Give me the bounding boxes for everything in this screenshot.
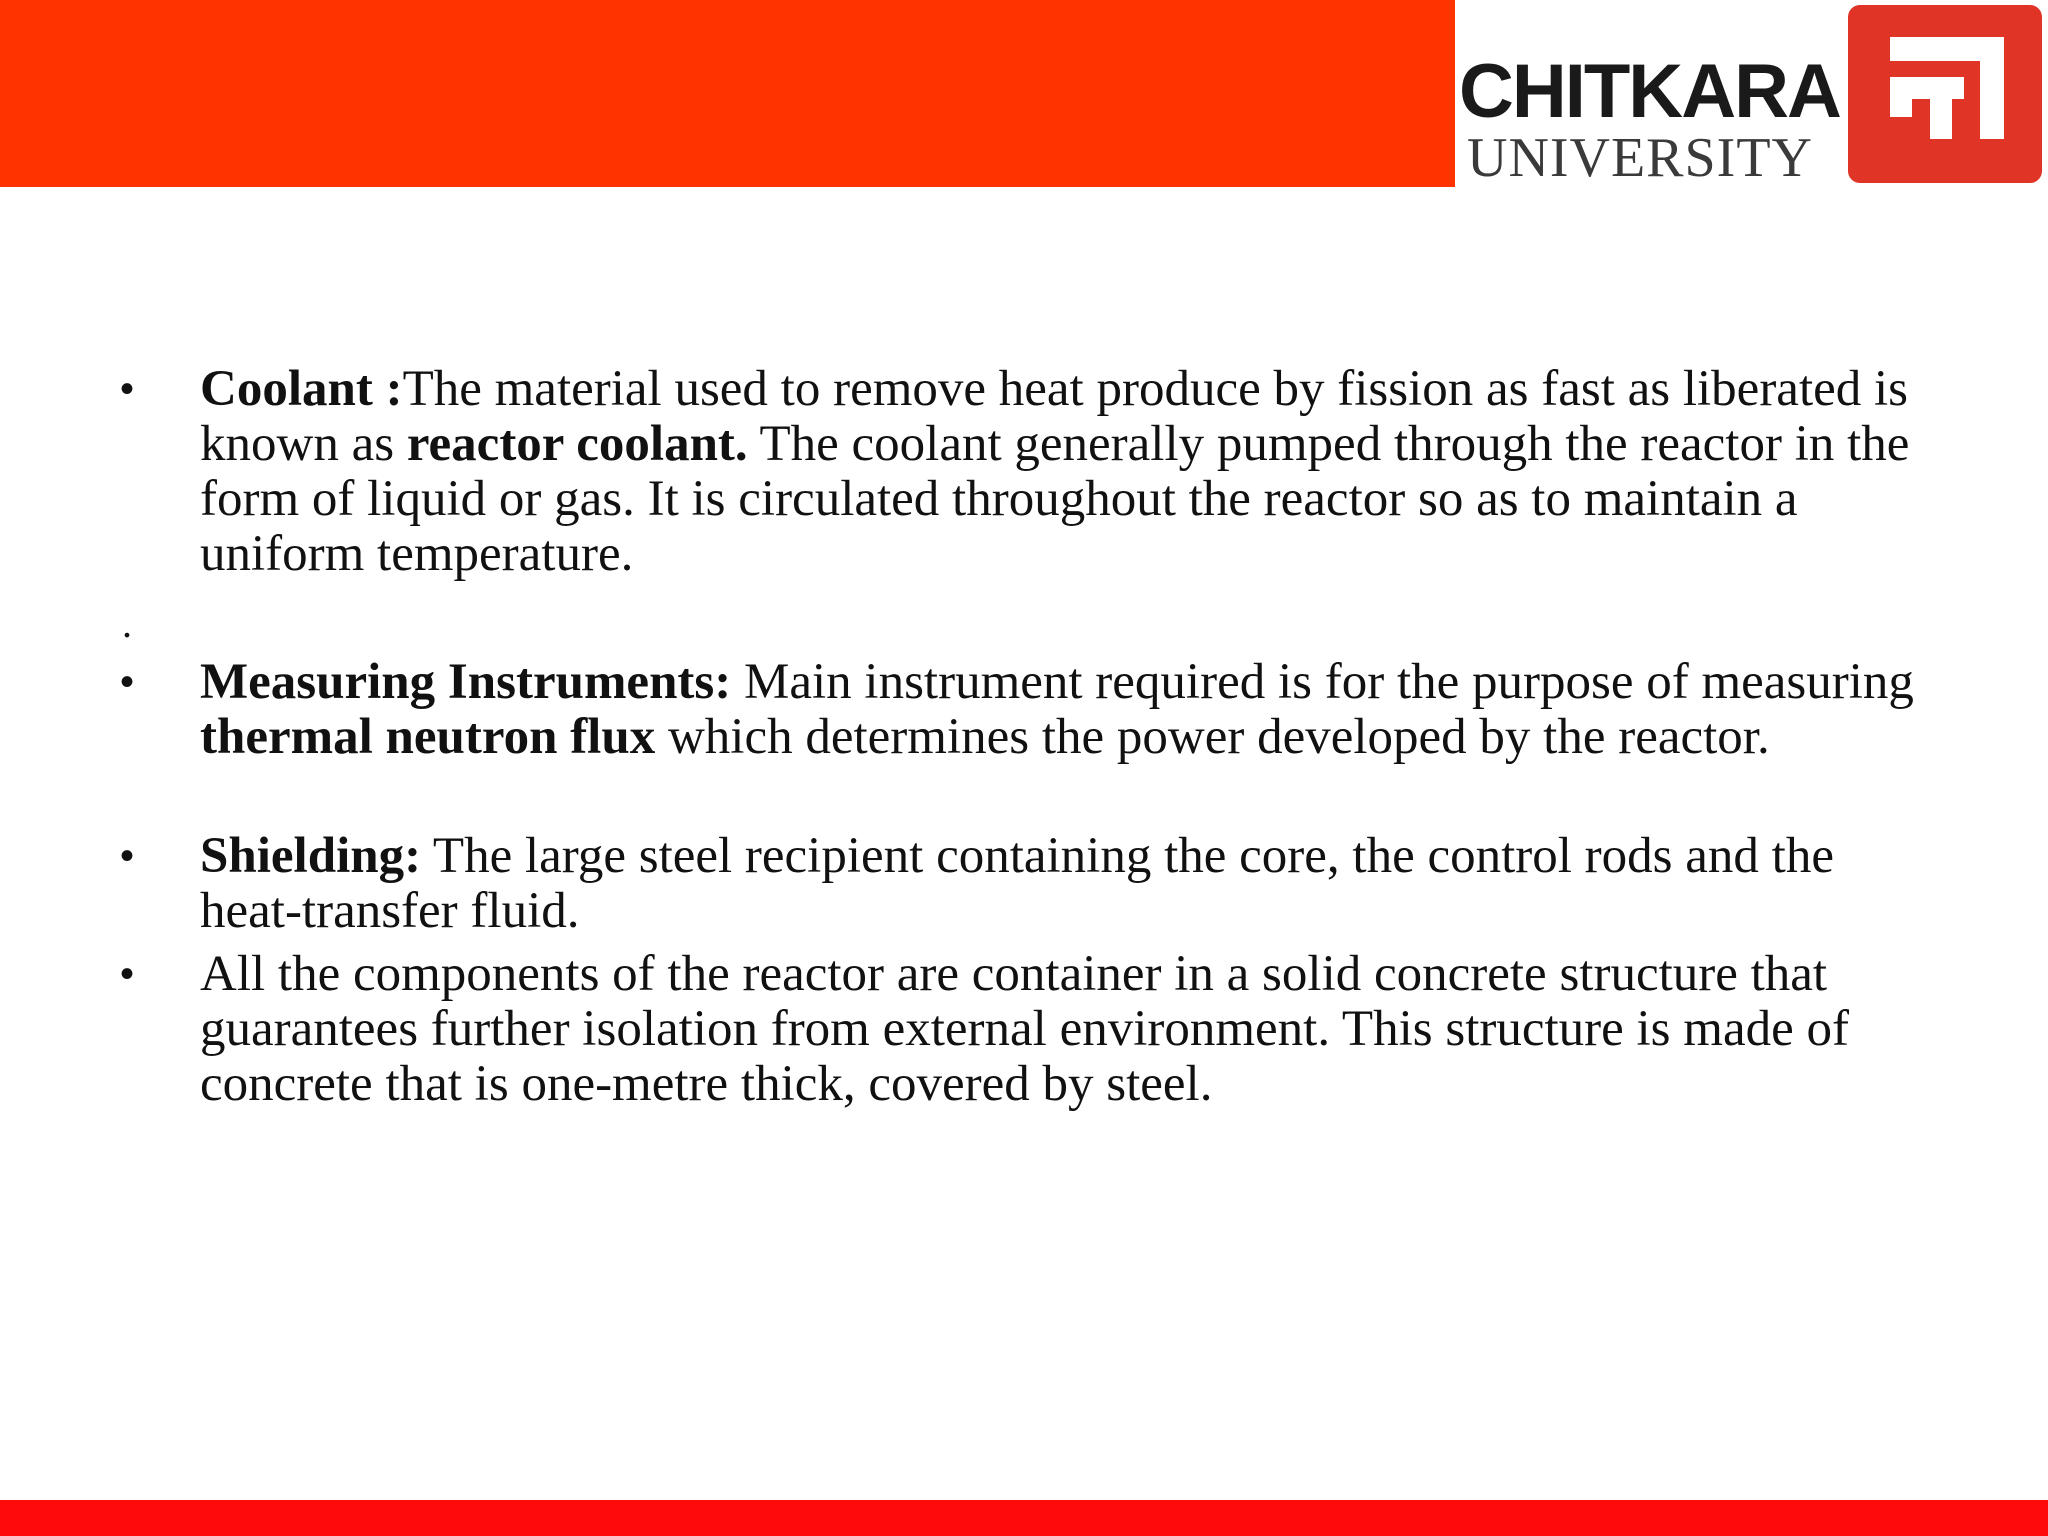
term-measuring-instruments: Measuring Instruments: [200,654,732,710]
bullet-marker: • [120,660,135,704]
bullet-shielding [120,829,1940,939]
shielding-text: The large steel recipient containing the core, the control rods and the heat-transfer fluid. [200,828,1834,939]
university-logo [1455,0,2048,187]
term-shielding: Shielding: [200,828,422,884]
instruments-text-a: Main instrument required is for the purpose of measuring [731,654,1914,710]
coolant-text-c: The coolant generally pumped through the reactor in the form of liquid or gas. It is circulated throughout the reactor so as to maintain a uniform temperature. [200,416,1910,582]
bullet-marker: • [120,834,135,878]
term-coolant: Coolant : [200,361,403,417]
logo-mark-icon [1848,5,2042,183]
logo-brand-text: CHITKARA [1459,49,1840,134]
bullet-marker: • [120,952,135,996]
bullet-marker: • [120,367,135,411]
footer-accent-bar [0,1500,2048,1536]
thermal-neutron-flux-bold: thermal neutron flux [200,709,656,765]
slide-content [120,362,1940,1112]
coolant-text-a: The material used to remove heat produce by fission as fast as liberated is known as [200,361,1909,472]
components-text: All the components of the reactor are container in a solid concrete structure that guarantees further isolation from external environment. This structure is made of concrete that is one-metre thick, covered by steel. [200,946,1849,1112]
bullet-coolant [120,362,1940,582]
separator-dot: . [122,601,132,646]
header-accent-bar [0,0,1455,187]
logo-sub-text: UNIVERSITY [1467,127,1813,189]
spacer [120,765,1940,829]
bullet-measuring-instruments [120,655,1940,765]
reactor-coolant-bold: reactor coolant. [406,416,748,472]
instruments-text-c: which determines the power developed by the reactor. [655,709,1770,765]
bullet-components [120,947,1940,1112]
